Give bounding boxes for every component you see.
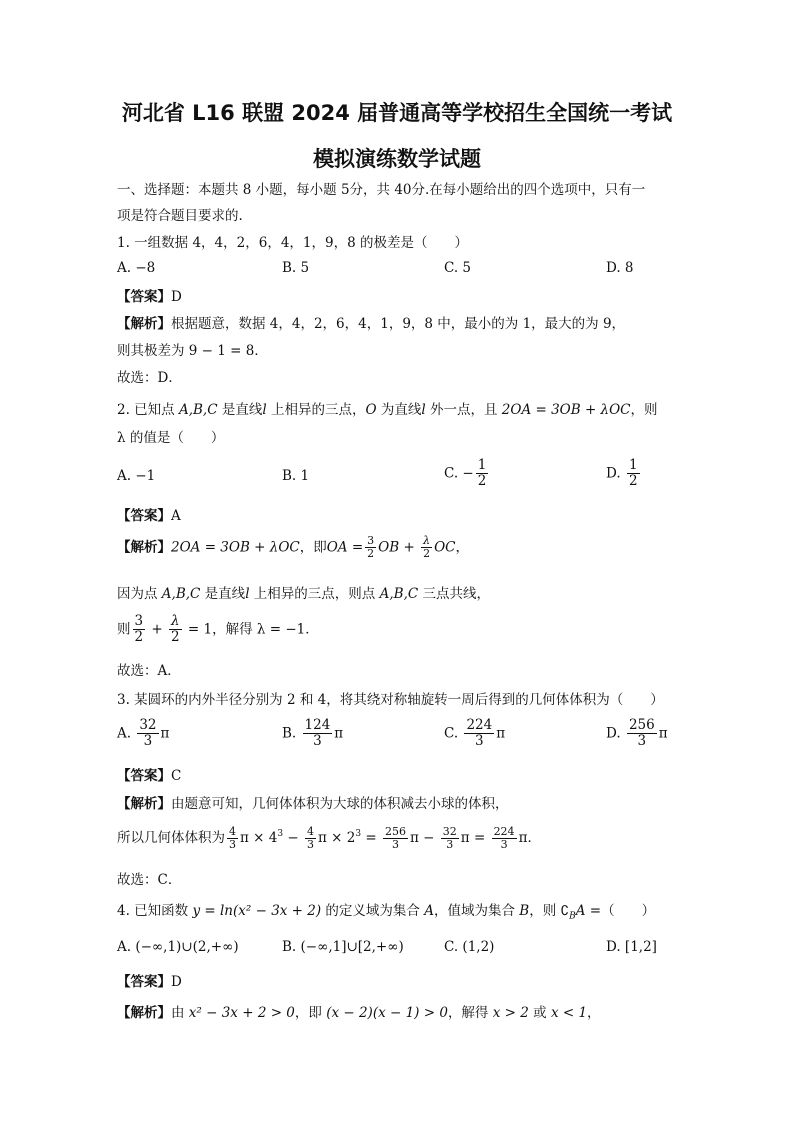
- q4-analysis: 【解析】由 x² − 3x + 2 > 0，即 (x − 2)(x − 1) > 0，解得 x > 2 或 x < 1，: [117, 1005, 601, 1021]
- q2-frac-3-2-b: $\frac{3}{2}$: [134, 613, 144, 645]
- q2-points: A,B,C: [178, 402, 218, 418]
- q2-option-b: B. 1: [282, 468, 310, 484]
- q2-stem-mid1: 是直线: [217, 402, 263, 418]
- q4-option-a: A. (−∞,1)∪(2,+∞): [117, 939, 239, 955]
- q1-analysis-text: 根据题意，数据 4，4，2，6，4，1，9，8 中，最小的为 1，最大的为 9，: [171, 316, 626, 332]
- comma: ，: [455, 539, 469, 556]
- q3-analysis-text: 由题意可知，几何体体积为大球的体积减去小球的体积，: [171, 796, 509, 812]
- q3-option-a-fraction: $\frac{32}{3}$: [139, 717, 157, 749]
- q2-analysis-line4: 则 $\frac{3}{2}$ + $\frac{\lambda}{2}$ = 1，解得 λ = −1．: [117, 613, 319, 645]
- q2-option-c: [444, 458, 490, 489]
- q1-stem: 1. 一组数据 4，4，2，6，4，1，9，8 的极差是（ ）: [117, 235, 468, 251]
- q1-answer: [117, 287, 182, 307]
- q3-option-c-fraction: $\frac{224}{3}$: [466, 717, 493, 749]
- q1-option-c: C. 5: [444, 260, 472, 276]
- q2-stem-mid3: 为直线: [376, 402, 422, 418]
- q3-conclusion: 故选：C．: [117, 872, 182, 888]
- q1-conclusion: 故选：D．: [117, 370, 182, 386]
- answer-tag: 【答案】: [117, 289, 171, 305]
- q2-point-o: O: [365, 402, 377, 418]
- q1-option-b: B. 5: [282, 260, 310, 276]
- exam-title-line2: 模拟演练数学试题: [313, 147, 481, 171]
- q3-option-c: C. $\frac{224}{3}$ π: [444, 717, 506, 749]
- q4-answer-value: D: [171, 974, 182, 990]
- q3-analysis-line2: 所以几何体体积为 $\frac{4}{3}$ $\pi \times 4^3$ − $\frac{4}{3}$ $\pi \times 2^3$ = $\frac{256}{3}$ π − $\frac{32}{3}$ π = $\frac{224}{3}$ π．: [117, 824, 541, 851]
- answer-tag: 【答案】: [117, 974, 171, 990]
- q2-vector-oc: OC: [434, 539, 456, 556]
- q2-stem-end: ，则: [630, 402, 658, 418]
- q4-stem: 4. 已知函数 y = ln(x² − 3x + 2) 的定义域为集合 A，值域为集合 B，则 $∁_BA$ =（ ）: [117, 903, 656, 922]
- q2-analysis-eq: 2OA = 3OB + λOC: [171, 539, 300, 556]
- q4-function: y = ln(x² − 3x + 2): [192, 903, 322, 919]
- q2-stem-mid2: 上相异的三点，: [266, 402, 366, 418]
- q2-vector-ob: OB: [378, 539, 400, 556]
- complement-symbol: ∁: [560, 903, 570, 919]
- analysis-tag: 【解析】: [117, 796, 171, 812]
- q2-stem: [117, 400, 658, 420]
- q2-stem-prefix: 2. 已知点: [117, 402, 179, 418]
- q2-option-c-fraction: $\frac{1}{2}$: [477, 457, 487, 489]
- q2-frac-3-2: $\frac{3}{2}$: [367, 534, 375, 560]
- q1-option-a: A. −8: [117, 260, 156, 276]
- q2-answer: [117, 506, 181, 526]
- q2-option-d: [606, 458, 642, 489]
- q1-option-d: D. 8: [606, 260, 634, 276]
- q3-answer: [117, 766, 181, 786]
- q4-option-c: C. (1,2): [444, 939, 495, 955]
- q1-analysis: [117, 314, 625, 334]
- q2-frac-lambda-2-b: $\frac{\lambda}{2}$: [171, 613, 180, 645]
- q2-analysis-line3: 因为点 A,B,C 是直线l 上相异的三点，则点 A,B,C 三点共线，: [117, 586, 490, 602]
- q3-option-b-fraction: $\frac{124}{3}$: [304, 717, 331, 749]
- q4-answer: [117, 972, 182, 992]
- q2-analysis: [117, 535, 469, 560]
- analysis-tag: 【解析】: [117, 316, 171, 332]
- analysis-tag: 【解析】: [117, 1005, 171, 1021]
- q2-option-a: A. −1: [117, 468, 156, 484]
- q4-option-b: B. (−∞,1]∪[2,+∞): [282, 939, 404, 955]
- q2-option-c-label: C. −: [444, 465, 474, 482]
- q2-stem-line2: λ 的值是（ ）: [117, 430, 225, 446]
- answer-tag: 【答案】: [117, 768, 171, 784]
- analysis-tag: 【解析】: [117, 539, 171, 556]
- q2-analysis-then: ，即: [299, 539, 327, 556]
- exam-title-line1: 河北省 L16 联盟 2024 届普通高等学校招生全国统一考试: [121, 101, 673, 125]
- q4-option-d: D. [1,2]: [606, 939, 657, 955]
- section-header: 一、选择题：本题共 8 小题，每小题 5分，共 40分.在每小题给出的四个选项中，只有一: [117, 182, 646, 198]
- q2-vector-equation: 2OA = 3OB + λOC: [501, 402, 631, 418]
- q3-stem: 3. 某圆环的内外半径分别为 2 和 4，将其绕对称轴旋转一周后得到的几何体体积为（ ）: [117, 692, 664, 708]
- q3-option-b: B. $\frac{124}{3}$ π: [282, 717, 344, 749]
- q3-option-d-fraction: $\frac{256}{3}$: [628, 717, 655, 749]
- q3-option-d: D. $\frac{256}{3}$ π: [606, 717, 668, 749]
- q1-answer-value: D: [171, 289, 182, 305]
- q3-analysis: [117, 794, 509, 814]
- q3-option-a: A. $\frac{32}{3}$ π: [117, 717, 170, 749]
- section-header-cont: 项是符合题目要求的.: [117, 208, 243, 224]
- plus-sign: +: [399, 539, 420, 556]
- q2-answer-value: A: [171, 508, 181, 524]
- q1-analysis-line2: 则其极差为 9 − 1 = 8．: [117, 343, 268, 359]
- q2-line-l-2: l: [421, 402, 426, 418]
- q2-frac-lambda-2: $\frac{\lambda}{2}$: [423, 534, 431, 560]
- q3-answer-value: C: [171, 768, 182, 784]
- q2-line-l: l: [262, 402, 267, 418]
- q2-vector-oa: OA =: [326, 539, 364, 556]
- q2-conclusion: 故选：A．: [117, 663, 181, 679]
- q2-option-d-fraction: $\frac{1}{2}$: [628, 457, 638, 489]
- answer-tag: 【答案】: [117, 508, 171, 524]
- q2-option-d-label: D.: [606, 465, 625, 482]
- q2-stem-mid4: 外一点，且: [425, 402, 502, 418]
